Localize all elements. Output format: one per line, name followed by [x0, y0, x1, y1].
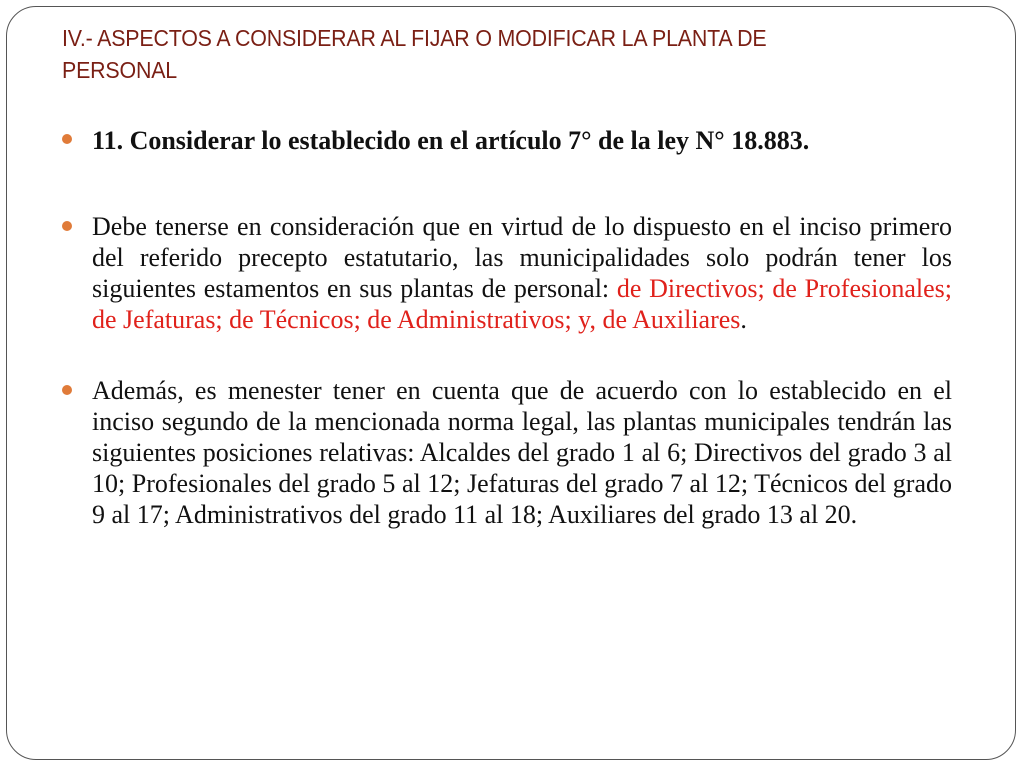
bullet-dot-icon	[62, 134, 72, 144]
bullet-heading	[62, 124, 952, 157]
slide-title: IV.- ASPECTOS A CONSIDERAR AL FIJAR O MODIFICAR LA PLANTA DE PERSONAL	[62, 25, 767, 83]
bullet-paragraph-posiciones	[62, 375, 952, 530]
paragraph-posiciones-text: Además, es menester tener en cuenta que de acuerdo con lo establecido en el inciso segundo de la mencionada norma legal, las plantas municipales tendrán las siguientes posiciones relativas: Alcaldes del grado 1 al 6; Directivos del grado 3 al 10; Profesionales del grado 5 al 12; Jefaturas del grado 7 al 12; Técnicos del grado 9 al 17; Administrativos del grado 11 al 18; Auxiliares del grado 13 al 20.	[92, 376, 952, 529]
bullet-dot-icon	[62, 221, 72, 231]
paragraph-intro: Debe tenerse en consideración que en virtud de lo dispuesto en el inciso primero del referido precepto estatutario, las municipalidades solo podrán tener los siguientes estamentos en sus plantas de personal:	[92, 212, 952, 303]
bullet-dot-icon	[62, 385, 72, 395]
paragraph-end: .	[740, 305, 747, 334]
bullet-list	[62, 124, 952, 530]
bullet-paragraph-estamentos	[62, 211, 952, 335]
paragraph-highlight: de Directivos; de Profesionales; de Jefaturas; de Técnicos; de Administrativos; y, de Auxiliares	[92, 274, 952, 334]
heading-text: 11. Considerar lo establecido en el artículo 7° de la ley N° 18.883.	[92, 126, 810, 155]
